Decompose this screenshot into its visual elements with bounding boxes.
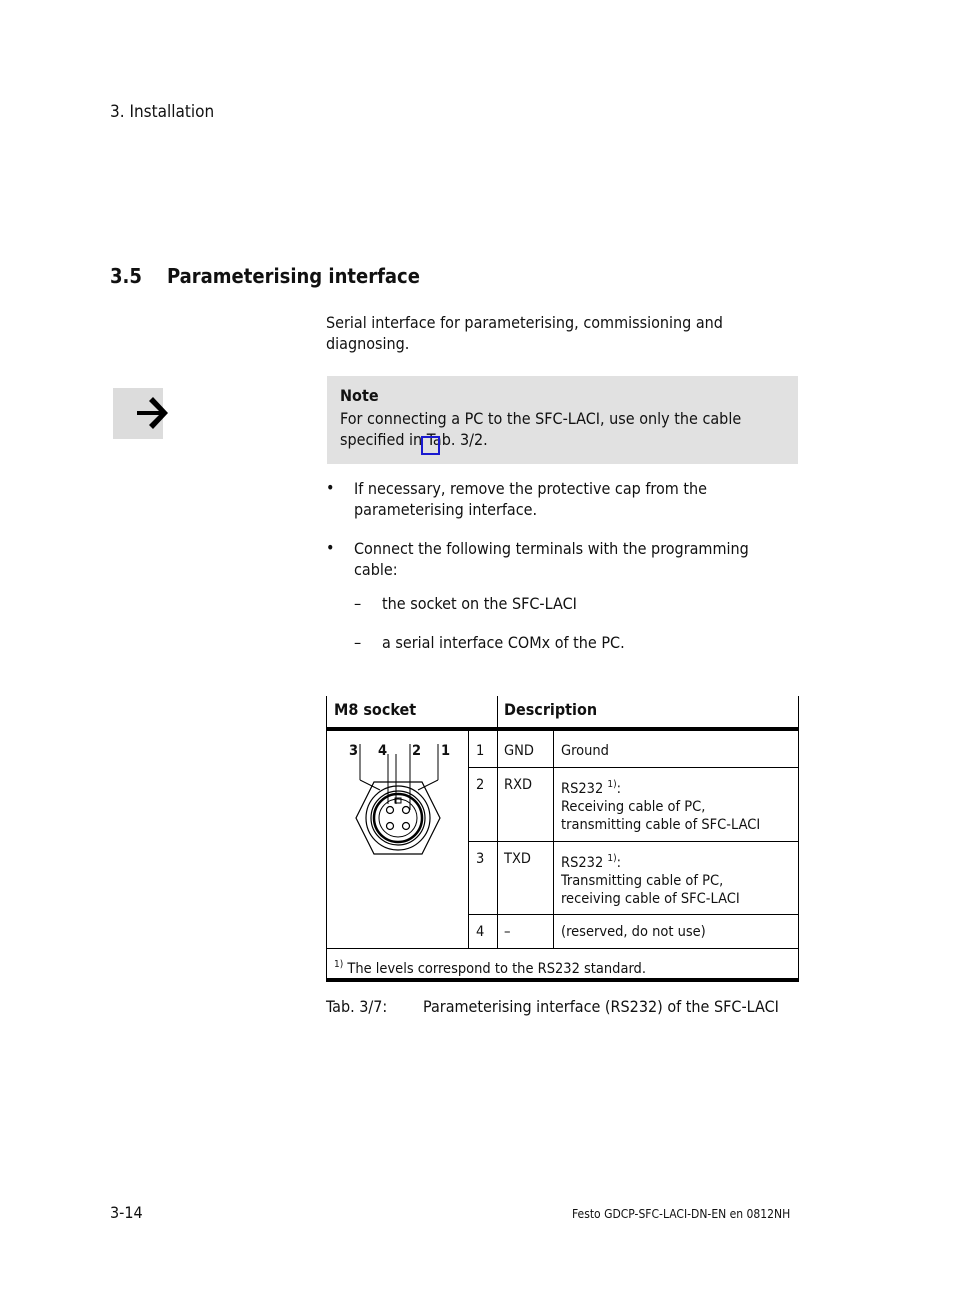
page-number: 3-14 bbox=[110, 1203, 143, 1222]
desc-line: Transmitting cable of PC, bbox=[561, 872, 724, 889]
pin-label: 1 bbox=[441, 743, 451, 759]
section-number: 3.5 bbox=[110, 264, 142, 288]
intro-paragraph: Serial interface for parameterising, commissioning and diagnosing. bbox=[326, 313, 723, 353]
signal-name: TXD bbox=[504, 851, 531, 867]
footer-doc-id: Festo GDCP-SFC-LACI-DN-EN en 0812NH bbox=[572, 1207, 791, 1221]
pin-number: 3 bbox=[476, 851, 485, 867]
bullet-item: Connect the following terminals with the programming cable: bbox=[354, 539, 749, 579]
dash-symbol: – bbox=[354, 633, 362, 652]
bullet-symbol: • bbox=[326, 478, 335, 497]
bullet-item: If necessary, remove the protective cap from the parameterising interface. bbox=[354, 479, 708, 519]
rs232-label: RS232 bbox=[561, 780, 604, 797]
desc-line: Receiving cable of PC, bbox=[561, 798, 706, 815]
sub-item: a serial interface COMx of the PC. bbox=[382, 633, 625, 652]
footnote-ref: 1) bbox=[607, 779, 617, 790]
footnote-text: The levels correspond to the RS232 standard. bbox=[347, 960, 646, 977]
header-description: Description bbox=[504, 700, 598, 719]
footnote-mark: 1) bbox=[334, 959, 344, 970]
pin-label: 4 bbox=[378, 743, 388, 759]
table-footnote bbox=[334, 956, 646, 978]
signal-name: – bbox=[504, 924, 511, 940]
arrow-right-icon bbox=[135, 396, 169, 430]
note-body: For connecting a PC to the SFC-LACI, use only the cable specified in Tab. 3/2. bbox=[340, 409, 742, 449]
signal-description: RS232 $^{1)}$: Transmitting cable of PC, receiving cable of SFC-LACI bbox=[561, 853, 740, 907]
bullet-symbol: • bbox=[326, 538, 335, 557]
section-title: Parameterising interface bbox=[167, 264, 420, 288]
pin-number: 4 bbox=[476, 924, 485, 940]
pin-table bbox=[326, 696, 799, 982]
signal-name: RXD bbox=[504, 777, 533, 793]
table-caption-label: Tab. 3/7: bbox=[326, 997, 388, 1016]
note-title: Note bbox=[340, 386, 379, 405]
desc-line: receiving cable of SFC-LACI bbox=[561, 890, 740, 907]
signal-description: (reserved, do not use) bbox=[561, 924, 706, 940]
pin-label: 2 bbox=[412, 743, 422, 759]
rs232-label: RS232 bbox=[561, 854, 604, 871]
header-m8-socket: M8 socket bbox=[334, 700, 417, 719]
signal-name: GND bbox=[504, 743, 534, 759]
signal-description: Ground bbox=[561, 743, 609, 759]
signal-description: RS232 $^{1)}$: Receiving cable of PC, transmitting cable of SFC-LACI bbox=[561, 779, 761, 833]
pin-number: 1 bbox=[476, 743, 485, 759]
sub-item: the socket on the SFC-LACI bbox=[382, 594, 577, 613]
desc-line: transmitting cable of SFC-LACI bbox=[561, 816, 761, 833]
footnote-ref: 1) bbox=[607, 853, 617, 864]
table-caption-text: Parameterising interface (RS232) of the SFC-LACI bbox=[423, 997, 779, 1016]
cursor-highlight bbox=[421, 436, 440, 455]
chapter-header: 3. Installation bbox=[110, 102, 215, 122]
pin-label: 3 bbox=[349, 743, 359, 759]
m8-socket-diagram bbox=[352, 742, 444, 862]
pin-number: 2 bbox=[476, 777, 485, 793]
dash-symbol: – bbox=[354, 594, 362, 613]
note-box bbox=[327, 376, 798, 464]
note-marker bbox=[113, 388, 163, 439]
